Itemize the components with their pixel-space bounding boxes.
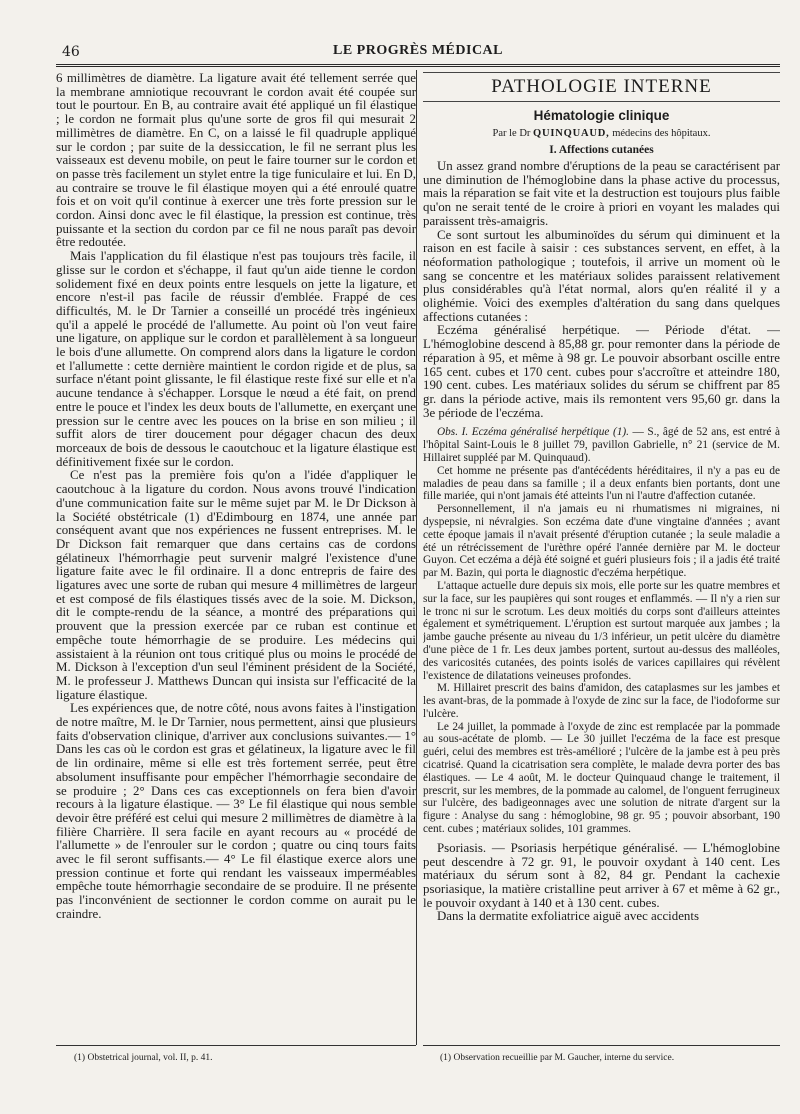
footnote-rule-left	[56, 1045, 416, 1046]
section-title: PATHOLOGIE INTERNE	[423, 72, 780, 102]
observation-paragraph-4: M. Hillairet prescrit des bains d'amidon, des cataplasmes sur les jambes et les avant-bras, de la pommade à l'oxyde de zinc sur la face, de l'iodoforme sur l'ulcère.	[423, 682, 780, 720]
intro-paragraph-1: Un assez grand nombre d'éruptions de la peau se caractérisent par une diminution de l'hémoglobine dans la phase active du processus, mais la réparation se fait vite et la destruction est toujours plus faible qu'on ne serait tenté de le croire à priori en voyant les malades qui paraissent très-amaigris.	[423, 159, 780, 228]
observation-label: Obs. I. Eczéma généralisé herpétique (1).	[437, 426, 629, 439]
footnote-right: (1) Observation recueillie par M. Gaucher, interne du service.	[440, 1053, 675, 1063]
observation-paragraph-5: Le 24 juillet, la pommade à l'oxyde de zinc est remplacée par la pommade au sous-acétate de plomb. — Le 30 juillet l'eczéma de la face est presque guéri, celui des membres est très-amélioré ; l'ulcère de la jambe est à peu près cicatrisé. Quand la cicatrisation sera complète, le malade devra porter des bas élastiques. — Le 4 août, M. le docteur Quinquaud change le traitement, il prescrit, sur les membres, de la pommade au calomel, de l'onguent ferrugineux sur l'ulcère, des badigeonnages avec une solution de nitrate d'argent sur la figure : Analyse du sang : hémoglobine, 98 gr. 95 ; pouvoir absorbant, 190 cent. cubes ; matériaux solides, 101 grammes.	[423, 720, 780, 836]
intro-paragraph-2: Ce sont surtout les albuminoïdes du sérum qui diminuent et la raison en est facile à saisir : ces substances servent, en effet, à la néoformation pathologique ; toutefois, il arrive un moment où le sang se concentre et les matériaux solides paraissent relativement plus considérables qu'à l'état normal, alors qu'en réalité il y a olighémie. Voici des exemples d'altération du sang dans quelques affections cutanées :	[423, 227, 780, 324]
running-title: LE PROGRÈS MÉDICAL	[332, 43, 504, 58]
byline-suffix: médecins des hôpitaux.	[612, 128, 711, 139]
page-header	[56, 40, 780, 66]
header-rule	[56, 64, 780, 67]
observation-text: — S., âgé de 52 ans, est entré à l'hôpital Saint-Louis le 8 juillet 79, pavillon Gabrielle, n° 21 (service de M. Hillairet suppléé par M. Quinquaud).	[423, 426, 780, 464]
left-paragraph-4: Les expériences que, de notre côté, nous avons faites à l'instigation de notre maître, M. le Dr Tarnier, nous permettent, ainsi que plusieurs faits d'observation clinique, d'arriver aux conclusions suivantes.— 1° Dans les cas où le cordon est gras et gélatineux, la ligature avec le fil de lin ordinaire, même si elle est très fortement serrée, peut être absolument insuffisante pour empêcher l'hémorrhagie secondaire de se produire ; 2° Dans ces cas exceptionnels on fera bien d'avoir recours à la ligature élastique. — 3° Le fil élastique qui nous semble devoir être préféré est celui qui mesure 2 millimètres de diamètre à la filière Charrière. Il sera facile en ayant recours au « procédé de l'allumette » de l'enrouler sur le cordon ; quatre ou cinq tours faits avec le fil seront suffisants.— 4° Le fil élastique exerce alors une pression continue et forte qui rendant les vaisseaux imperméables empêche toute hémorrhagie secondaire de se produire. Il ne présente pas l'inconvénient de sectionner le cordon comme on aurait pu le craindre.	[56, 701, 416, 921]
observation-heading	[423, 426, 780, 464]
byline	[423, 127, 780, 140]
intro-paragraph-3: Eczéma généralisé herpétique. — Période d'état. — L'hémoglobine descend à 85,88 gr. pour remonter dans la période de réparation à 95, et même à 98 gr. Le pouvoir absorbant oscille entre 165 cent. cubes et 170 cent. cubes pour s'accroître et atteindre 180, 190 cent. cubes. Les matériaux solides du sérum se chiffrent par 85 gr. dans la période active, mais ils remontent vers 95,60 gr. dans la 3e période de l'eczéma.	[423, 323, 780, 420]
observation-paragraph-1: Cet homme ne présente pas d'antécédents héréditaires, il n'y a pas eu de maladies de peau dans sa famille ; il a deux enfants bien portants, dont une fille mariée, qui n'ont jamais été atteints l'un ni l'autre d'affection cutanée.	[423, 464, 780, 503]
column-divider	[416, 70, 417, 1045]
closing-paragraph-1: Psoriasis. — Psoriasis herpétique généralisé. — L'hémoglobine peut descendre à 72 gr. 91, le pouvoir oxydant à 140 cent. Les matériaux du sérum sont à 82, 84 gr. Pendant la cachexie psoriasique, la matière cristalline peut arriver à 67 et même à 62 gr., le pouvoir oxydant à 140 et à 130 cent. cubes.	[423, 840, 780, 910]
right-column	[423, 72, 780, 1037]
observation-paragraph-3: L'attaque actuelle dure depuis six mois, elle porte sur les quatre membres et sur la face, sur les paupières qui sont rouges et enflammés. — Il n'y a rien sur le tronc ni sur le scrotum. Les deux moitiés du corps sont d'ailleurs atteintes également et symétriquement. L'éruption est surtout marquée aux jambes ; la jambe gauche présente au niveau du 1/3 inférieur, un petit ulcère du diamètre d'une pièce de 1 fr. Les deux jambes portent, surtout au-dessus des malléoles, des varicosités cutanées, des points isolés de varices capillaires qui révèlent l'existence de dilatations veineuses profondes.	[423, 579, 780, 682]
footnote-rule-right	[423, 1045, 780, 1046]
part-title: I. Affections cutanées	[549, 144, 654, 156]
left-paragraph-3: Ce n'est pas la première fois qu'on a l'idée d'appliquer le caoutchouc à la ligature du cordon. Nous avons trouvé l'indication d'une communication faite sur le même sujet par M. le Dr Dickson à la Société obstétricale (1) d'Edimbourg en 1874, une année par conséquent avant que nos expériences ne fussent entreprises. M. le Dr Dickson fait remarquer que dans certains cas de cordons gélatineux l'hémorrhagie peut survenir malgré l'existence d'une ligature faite avec le fil ordinaire. Il a donc entrepris de faire des ligatures avec une sorte de ruban qui mesure 4 millimètres de largeur et est composé de fils élastiques tissés avec de la soie. M. Dickson, dit le compte-rendu de la séance, a montré des préparations qui prouvent que la pression exercée par ce ruban est continue et empêche toute hémorrhagie de se produire. Les médecins qui assistaient à la réunion ont tous critiqué plus ou moins le procédé de M. Dickson à l'exception d'un seul l'éminent président de la Société, M. le professeur J. Matthews Duncan qui insista sur l'efficacité de la ligature élastique.	[56, 468, 416, 702]
footnote-left: (1) Obstetrical journal, vol. II, p. 41.	[74, 1053, 213, 1063]
left-paragraph-1: 6 millimètres de diamètre. La ligature avait été tellement serrée que la membrane amniotique recouvrant le cordon avait été coupée sur tout le pourtour. En B, au contraire avait été appliqué un fil élastique ; le cordon ne formait plus qu'une sorte de gros fil qui mesurait 2 millimètres de diamètre. En C, on a laissé le fil quadruple appliqué sur le cordon ; par suite de la dessiccation, le fil ne serrant plus les vaisseaux est devenu mobile, on peut le faire tourner sur le cordon et on passe très facilement un stylet entre la tige funiculaire et lui. En D, au contraire se trouve le fil élastique moyen qui a été enroulé quatre fois et on voit qu'il continue à exercer une très forte pression sur le cordon. Ainsi donc avec le fil élastique, la pression est continue, très puissante et la section du cordon par ce fil ne nous paraît pas devoir être redoutée.	[56, 72, 416, 250]
byline-author: QUINQUAUD,	[533, 128, 610, 139]
closing-paragraph-2: Dans la dermatite exfoliatrice aiguë avec accidents	[437, 909, 699, 924]
byline-prefix: Par le Dr	[492, 128, 531, 139]
observation-block	[423, 426, 780, 836]
left-column	[56, 72, 416, 1037]
observation-paragraph-2: Personnellement, il n'a jamais eu ni rhumatismes ni migraines, ni dyspepsie, ni névralgies. Son eczéma date d'une vingtaine d'années ; avant cette époque jamais il n'avait présenté d'éruption cutanée ; la seule maladie a été un rétrécissement de l'urèthre opéré l'année dernière par M. le docteur Guyon. Cet eczéma a déjà été soigné et guéri plusieurs fois ; il a jadis été traité par M. Bazin, qui porta le diagnostic d'eczéma herpétique.	[423, 503, 780, 580]
left-paragraph-2: Mais l'application du fil élastique n'est pas toujours très facile, il glisse sur le cordon et s'échappe, il faut qu'un aide tienne le cordon solidement fixé en deux points entre lesquels on jette la ligature, et encore n'est-il pas facile de réussir d'emblée. Frappé de ces difficultés, M. le Dr Tarnier a conseillé un procédé très ingénieux qu'il a appelé le procédé de l'allumette. Au point où l'on veut faire une ligature, on applique sur le cordon et parallèlement à sa longueur le bois d'une allumette. On comprend alors dans la ligature le cordon et l'allumette : cette dernière maintient le cordon rigide et de plus, sa surface n'étant point glissante, le fil élastique reste fixé sur elle et n'a aucune tendance à s'échapper. Lorsque le nœud a été fait, on prend entre le pouce et l'index les deux bouts de l'allumette, en exerçant une pression sur le centre avec les pouces on la brise en son milieu ; il suffit alors de tirer doucement pour dégager chacun des deux morceaux de bois de dessous le caoutchouc et la ligature élastique est définitivement fixée sur le cordon.	[56, 249, 416, 469]
subsection-title: Hématologie clinique	[533, 108, 670, 123]
page-number: 46	[62, 44, 80, 60]
